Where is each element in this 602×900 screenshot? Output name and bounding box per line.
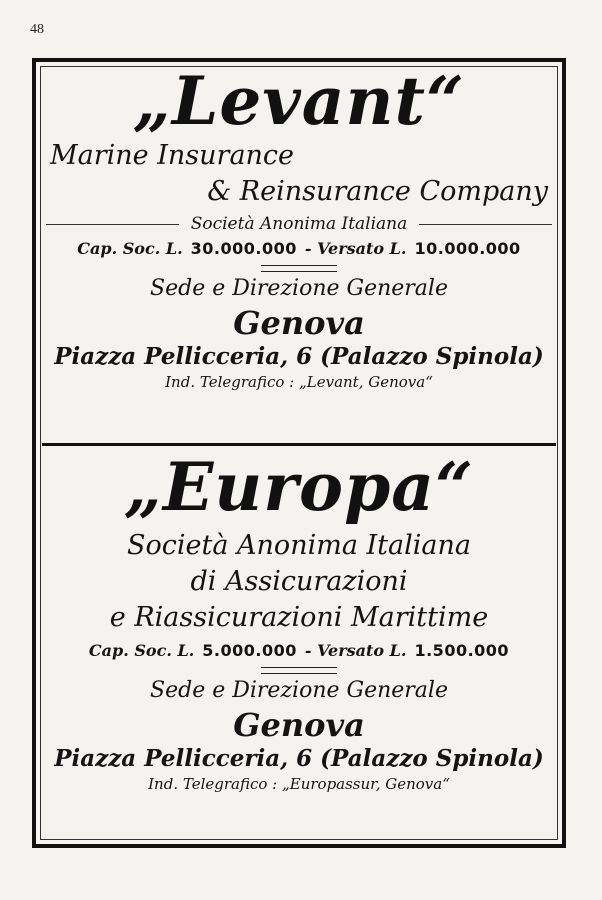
rule-right [419,224,552,225]
europa-capital-value: 5.000.000 [202,641,297,660]
levant-line-reinsurance: & Reinsurance Company [207,176,548,207]
europa-line-assicurazioni: di Assicurazioni [190,566,408,597]
section-divider [42,443,556,446]
europa-double-rule [261,667,337,674]
rule-left [46,224,179,225]
europa-capital-label: Cap. Soc. L. [88,641,195,660]
levant-paid-value: 10.000.000 [414,239,521,258]
levant-paid-label: - Versato L. [304,239,407,258]
levant-capital-row [36,236,562,262]
europa-line-riassicurazioni: e Riassicurazioni Marittime [109,602,489,633]
europa-brand: „Europa“ [124,448,474,526]
levant-subtitle: Società Anonima Italiana [190,214,408,234]
levant-ad [36,62,562,442]
levant-city: Genova [233,304,365,342]
levant-line-marine: Marine Insurance [50,140,295,171]
levant-subtitle-row [46,212,552,236]
europa-paid-value: 1.500.000 [414,641,510,660]
page-number: 48 [30,22,44,37]
europa-address: Piazza Pellicceria, 6 (Palazzo Spinola) [54,745,544,772]
levant-double-rule [261,265,337,272]
advertisement-frame [32,58,566,848]
levant-telegraph: Ind. Telegrafico : „Levant, Genova“ [165,373,433,391]
levant-address: Piazza Pellicceria, 6 (Palazzo Spinola) [54,343,544,370]
europa-telegraph: Ind. Telegrafico : „Europassur, Genova“ [148,775,450,793]
levant-capital-value: 30.000.000 [190,239,297,258]
levant-capital-label: Cap. Soc. L. [77,239,183,258]
levant-brand: „Levant“ [133,62,465,140]
europa-line-societa: Società Anonima Italiana [127,530,471,561]
levant-hq: Sede e Direzione Generale [150,276,448,301]
europa-paid-label: - Versato L. [304,641,407,660]
europa-hq: Sede e Direzione Generale [150,678,448,703]
europa-city: Genova [233,706,365,744]
europa-capital-row [36,638,562,664]
europa-ad [36,450,562,842]
